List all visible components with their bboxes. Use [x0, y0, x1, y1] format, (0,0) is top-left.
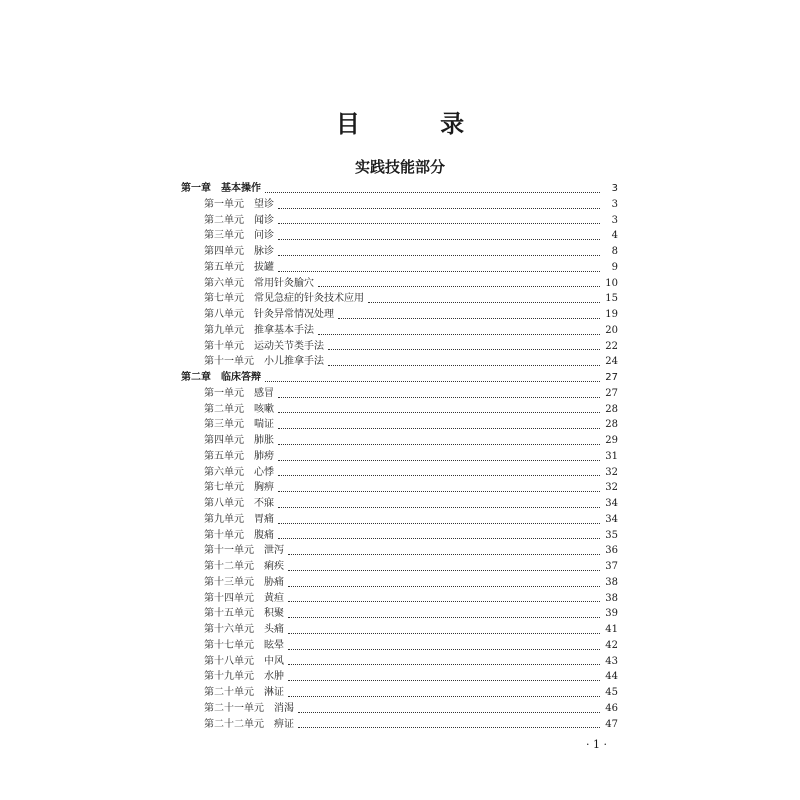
toc-entry-label	[181, 181, 261, 197]
toc-entry-label	[204, 591, 284, 607]
toc-unit-row	[181, 543, 618, 559]
toc-unit-row	[181, 496, 618, 512]
toc-entry-number: 第二章	[181, 372, 211, 383]
toc-entry-name: 喘证	[254, 419, 274, 431]
toc-entry-name: 基本操作	[221, 183, 261, 194]
toc-entry-number: 第二十二单元	[204, 718, 264, 730]
toc-page-number: 42	[605, 639, 618, 651]
page-number-footer: · 1 ·	[586, 738, 607, 751]
dot-leader	[278, 427, 600, 429]
toc-entry-label	[204, 701, 294, 717]
toc-unit-row	[181, 213, 618, 229]
toc-entry-number: 第一章	[181, 183, 211, 194]
toc-entry-number: 第四单元	[204, 246, 244, 257]
dot-leader	[288, 663, 600, 665]
toc-entry-number: 第二单元	[204, 403, 244, 415]
toc-entry-label	[204, 433, 274, 449]
toc-unit-row	[181, 717, 618, 733]
toc-unit-row	[181, 323, 618, 339]
toc-entry-label	[204, 197, 274, 213]
toc-entry-name: 泄泻	[264, 545, 284, 557]
dot-leader	[298, 711, 600, 713]
toc-unit-row	[181, 606, 618, 622]
toc-entry-name: 头痛	[264, 624, 284, 635]
toc-entry-label	[204, 417, 274, 433]
toc-entry-name: 腹痛	[254, 529, 274, 541]
toc-unit-row	[181, 669, 618, 685]
dot-leader	[318, 285, 600, 287]
toc-entry-number: 第十单元	[204, 529, 244, 541]
toc-entry-number: 第七单元	[204, 482, 244, 494]
toc-entry-number: 第十三单元	[204, 576, 254, 588]
toc-page-number: 3	[611, 214, 618, 226]
toc-entry-label	[204, 669, 284, 685]
toc-entry-name: 针灸异常情况处理	[254, 309, 334, 320]
toc-unit-row	[181, 591, 618, 607]
toc-entry-label	[204, 339, 324, 355]
toc-entry-number: 第十五单元	[204, 608, 254, 620]
toc-entry-number: 第二单元	[204, 214, 244, 226]
toc-entry-number: 第十九单元	[204, 671, 254, 683]
toc-page-number: 31	[605, 450, 618, 462]
toc-page-number: 27	[605, 372, 618, 383]
toc-entry-label	[204, 559, 284, 575]
toc-entry-number: 第十八单元	[204, 655, 254, 667]
toc-entry-name: 望诊	[254, 198, 274, 210]
toc-unit-row	[181, 276, 618, 292]
toc-entry-name: 积聚	[264, 608, 284, 620]
toc-entry-label	[204, 449, 274, 465]
toc-entry-label	[204, 528, 274, 544]
dot-leader	[278, 474, 600, 476]
toc-entry-label	[204, 323, 314, 339]
toc-entry-name: 常用针灸腧穴	[254, 277, 314, 289]
toc-entry-name: 推拿基本手法	[254, 324, 314, 336]
toc-unit-row	[181, 433, 618, 449]
dot-leader	[278, 506, 600, 508]
toc-unit-row	[181, 291, 618, 307]
toc-entry-name: 胁痛	[264, 576, 284, 588]
toc-entry-number: 第十六单元	[204, 624, 254, 635]
toc-entry-label	[181, 370, 261, 386]
dot-leader	[278, 222, 600, 224]
toc-page-number: 22	[605, 340, 618, 352]
toc-entry-name: 胃痛	[254, 513, 274, 525]
toc-entry-number: 第八单元	[204, 498, 244, 509]
toc-entry-name: 肺胀	[254, 435, 274, 446]
toc-unit-row	[181, 701, 618, 717]
dot-leader	[278, 459, 600, 461]
toc-unit-row	[181, 622, 618, 638]
dot-leader	[278, 537, 600, 539]
toc-entry-label	[204, 260, 274, 276]
dot-leader	[278, 396, 600, 398]
dot-leader	[288, 553, 600, 555]
toc-entry-number: 第三单元	[204, 230, 244, 242]
dot-leader	[265, 380, 600, 382]
toc-entry-number: 第五单元	[204, 450, 244, 462]
toc-entry-label	[204, 480, 274, 496]
toc-entry-number: 第九单元	[204, 513, 244, 525]
toc-unit-row	[181, 575, 618, 591]
toc-page-number: 38	[605, 592, 618, 604]
toc-page-number: 28	[605, 403, 618, 415]
toc-entry-label	[204, 244, 274, 260]
toc-entry-number: 第三单元	[204, 419, 244, 431]
toc-unit-row	[181, 417, 618, 433]
dot-leader	[328, 364, 600, 366]
toc-entry-number: 第十一单元	[204, 356, 254, 368]
toc-entry-number: 第一单元	[204, 387, 244, 399]
toc-page-number: 19	[605, 309, 618, 320]
table-of-contents	[181, 181, 618, 732]
toc-entry-name: 淋证	[264, 687, 284, 698]
toc-entry-name: 痢疾	[264, 561, 284, 572]
toc-entry-number: 第六单元	[204, 466, 244, 478]
toc-unit-row	[181, 354, 618, 370]
toc-page-number: 32	[605, 482, 618, 494]
dot-leader	[278, 270, 600, 272]
toc-page-number: 47	[605, 718, 618, 730]
toc-entry-label	[204, 654, 284, 670]
toc-unit-row	[181, 228, 618, 244]
toc-entry-label	[204, 228, 274, 244]
toc-page-number: 28	[605, 419, 618, 431]
toc-page-number: 29	[605, 435, 618, 446]
toc-unit-row	[181, 386, 618, 402]
toc-page-number: 3	[611, 183, 618, 194]
toc-entry-label	[204, 622, 284, 638]
toc-entry-number: 第二十一单元	[204, 702, 264, 714]
toc-page-number: 34	[605, 498, 618, 509]
toc-unit-row	[181, 449, 618, 465]
dot-leader	[265, 191, 600, 193]
dot-leader	[288, 600, 600, 602]
toc-page-number: 8	[611, 246, 618, 257]
toc-entry-number: 第一单元	[204, 198, 244, 210]
toc-entry-label	[204, 606, 284, 622]
toc-entry-label	[204, 213, 274, 229]
toc-page-number: 27	[605, 387, 618, 399]
toc-chapter-row	[181, 370, 618, 386]
toc-page-number: 43	[605, 655, 618, 667]
toc-entry-number: 第六单元	[204, 277, 244, 289]
toc-entry-label	[204, 575, 284, 591]
toc-entry-number: 第四单元	[204, 435, 244, 446]
toc-unit-row	[181, 654, 618, 670]
toc-entry-number: 第七单元	[204, 293, 244, 305]
toc-entry-name: 常见急症的针灸技术应用	[254, 293, 364, 305]
toc-page-number: 36	[605, 545, 618, 557]
toc-page-number: 15	[605, 293, 618, 305]
toc-page-number: 34	[605, 513, 618, 525]
toc-entry-name: 闻诊	[254, 214, 274, 226]
toc-entry-name: 小儿推拿手法	[264, 356, 324, 368]
dot-leader	[288, 569, 600, 571]
toc-entry-name: 感冒	[254, 387, 274, 399]
toc-entry-number: 第十一单元	[204, 545, 254, 557]
toc-entry-label	[204, 291, 364, 307]
toc-page-number: 41	[605, 624, 618, 635]
toc-entry-label	[204, 354, 324, 370]
toc-entry-number: 第二十单元	[204, 687, 254, 698]
dot-leader	[278, 411, 600, 413]
toc-entry-label	[204, 402, 274, 418]
toc-entry-label	[204, 685, 284, 701]
toc-entry-name: 问诊	[254, 230, 274, 242]
toc-entry-name: 胸痹	[254, 482, 274, 494]
dot-leader	[288, 632, 600, 634]
toc-page-number: 39	[605, 608, 618, 620]
toc-entry-name: 痹证	[274, 718, 294, 730]
toc-page-number: 24	[605, 356, 618, 368]
toc-page-number: 4	[611, 230, 618, 242]
toc-entry-name: 肺痨	[254, 450, 274, 462]
toc-entry-label	[204, 307, 334, 323]
dot-leader	[298, 726, 600, 728]
toc-unit-row	[181, 260, 618, 276]
toc-entry-label	[204, 512, 274, 528]
toc-entry-name: 消渴	[274, 702, 294, 714]
toc-entry-label	[204, 543, 284, 559]
toc-entry-name: 水肿	[264, 671, 284, 683]
dot-leader	[288, 585, 600, 587]
toc-entry-name: 脉诊	[254, 246, 274, 257]
toc-unit-row	[181, 244, 618, 260]
toc-entry-number: 第十四单元	[204, 592, 254, 604]
toc-page-number: 20	[605, 324, 618, 336]
dot-leader	[278, 443, 600, 445]
dot-leader	[278, 254, 600, 256]
dot-leader	[288, 679, 600, 681]
toc-entry-label	[204, 276, 314, 292]
toc-page-number: 38	[605, 576, 618, 588]
toc-entry-name: 临床答辩	[221, 372, 261, 383]
toc-unit-row	[181, 307, 618, 323]
toc-unit-row	[181, 339, 618, 355]
toc-entry-label	[204, 638, 284, 654]
toc-page-number: 35	[605, 529, 618, 541]
toc-entry-name: 不寐	[254, 498, 274, 509]
toc-entry-label	[204, 386, 274, 402]
section-heading: 实践技能部分	[354, 158, 445, 176]
toc-entry-label	[204, 717, 294, 733]
dot-leader	[318, 333, 600, 335]
toc-unit-row	[181, 559, 618, 575]
toc-entry-name: 咳嗽	[254, 403, 274, 415]
toc-page-number: 45	[605, 687, 618, 698]
toc-entry-name: 眩晕	[264, 639, 284, 651]
toc-unit-row	[181, 465, 618, 481]
toc-entry-number: 第十七单元	[204, 639, 254, 651]
toc-unit-row	[181, 685, 618, 701]
dot-leader	[288, 616, 600, 618]
toc-unit-row	[181, 528, 618, 544]
toc-entry-name: 心悸	[254, 466, 274, 478]
toc-page-number: 44	[605, 671, 618, 683]
toc-entry-number: 第十二单元	[204, 561, 254, 572]
toc-entry-name: 拔罐	[254, 261, 274, 273]
toc-entry-name: 黄疸	[264, 592, 284, 604]
toc-page-number: 9	[611, 261, 618, 273]
toc-entry-number: 第十单元	[204, 340, 244, 352]
toc-entry-label	[204, 465, 274, 481]
dot-leader	[278, 490, 600, 492]
toc-unit-row	[181, 402, 618, 418]
toc-entry-name: 运动关节类手法	[254, 340, 324, 352]
toc-page-number: 10	[605, 277, 618, 289]
toc-unit-row	[181, 197, 618, 213]
toc-entry-label	[204, 496, 274, 512]
toc-page-number: 37	[605, 561, 618, 572]
toc-page-number: 3	[611, 198, 618, 210]
toc-entry-number: 第五单元	[204, 261, 244, 273]
toc-unit-row	[181, 480, 618, 496]
dot-leader	[328, 348, 600, 350]
toc-entry-name: 中风	[264, 655, 284, 667]
dot-leader	[278, 238, 600, 240]
toc-unit-row	[181, 512, 618, 528]
dot-leader	[368, 301, 600, 303]
toc-page-number: 46	[605, 702, 618, 714]
page-title: 目 录	[335, 109, 501, 138]
dot-leader	[278, 522, 600, 524]
dot-leader	[278, 207, 600, 209]
dot-leader	[288, 695, 600, 697]
toc-page-number: 32	[605, 466, 618, 478]
dot-leader	[288, 648, 600, 650]
toc-entry-number: 第八单元	[204, 309, 244, 320]
toc-chapter-row	[181, 181, 618, 197]
dot-leader	[338, 317, 600, 319]
toc-unit-row	[181, 638, 618, 654]
toc-entry-number: 第九单元	[204, 324, 244, 336]
